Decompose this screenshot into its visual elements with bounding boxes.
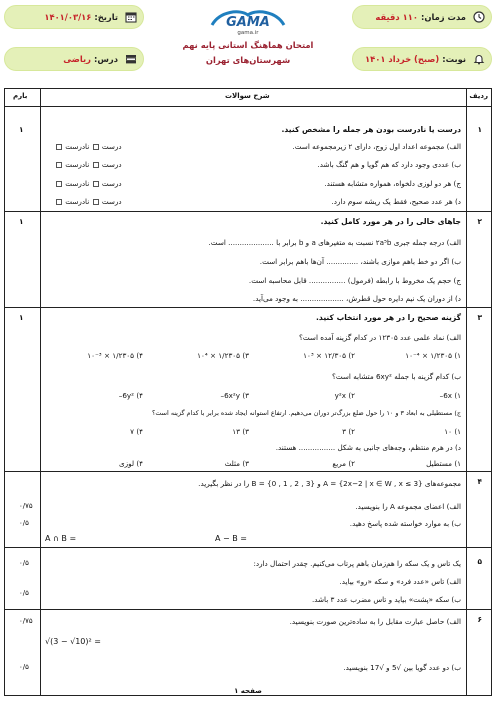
questions-table xyxy=(4,88,492,696)
q1-item-c: ج) هر دو لوزی دلخواه، همواره متشابه هستند. xyxy=(324,179,461,188)
q3-a-opt2[interactable]: ۲) ۱۲/۳۰۵ × ۱۰³ xyxy=(303,351,355,360)
q4-intro: مجموعه‌های A = {2x−2 | x ∈ W , x ≤ 3} و B = {0 , 1 , 2 , 3} را در نظر بگیرید. xyxy=(198,479,461,488)
q3-c-opt3[interactable]: ۳) ۱۳ xyxy=(232,427,249,436)
q6-number: ۶ xyxy=(477,615,482,624)
q3-a-opt4[interactable]: ۴) ۱/۲۳۰۵ × ۱۰⁻³ xyxy=(87,351,143,360)
q3-a-opt3[interactable]: ۳) ۱/۲۳۰۵ × ۱۰⁴ xyxy=(197,351,249,360)
row-divider xyxy=(5,471,491,472)
q1-choice-a[interactable] xyxy=(55,142,122,151)
true-checkbox[interactable] xyxy=(93,144,99,150)
q3-c-opt1[interactable]: ۱) ۱۰ xyxy=(444,427,461,436)
q3-c-question: ج) مستطیلی به ابعاد ۳ و ۱۰ را حول ضلع بزرگ‌تر دوران می‌دهیم. ارتفاع استوانه ایجاد شده برابر با کدام گزینه است؟ xyxy=(151,409,461,417)
exam-header xyxy=(4,3,492,77)
q3-d-opt3[interactable]: ۳) مثلث xyxy=(224,459,249,468)
q4-intersection: A ∩ B = xyxy=(45,534,77,543)
false-label: نادرست xyxy=(65,142,90,151)
exam-title: امتحان هماهنگ استانی پایه نهم xyxy=(182,40,314,50)
row-divider xyxy=(5,211,491,212)
clock-icon xyxy=(472,11,485,24)
q1-score: ۱ xyxy=(19,125,24,134)
q1-choice-b[interactable] xyxy=(55,160,122,169)
false-checkbox[interactable] xyxy=(56,162,62,168)
q5-score-a: ۰/۵ xyxy=(19,559,29,567)
date-box xyxy=(4,5,144,29)
books-icon xyxy=(124,53,137,66)
q3-d-question: د) در هرم منتظم، وجه‌های جانبی به شکل ................ هستند. xyxy=(275,443,461,452)
q4-a: الف) اعضای مجموعه A را بنویسید. xyxy=(355,502,461,511)
calendar-icon xyxy=(124,11,137,24)
page-number: صفحه ۱ xyxy=(234,687,262,695)
q3-c-opt2[interactable]: ۲) ۳ xyxy=(342,427,355,436)
true-label: درست xyxy=(101,179,122,188)
q1-item-b: ب) عددی وجود دارد که هم گویا و هم گنگ باشد. xyxy=(317,160,461,169)
q5-score-b: ۰/۵ xyxy=(19,589,29,597)
q5-number: ۵ xyxy=(477,557,482,566)
true-checkbox[interactable] xyxy=(93,199,99,205)
row-divider xyxy=(5,547,491,548)
date-value: ۱۴۰۱/۰۳/۱۶ xyxy=(44,12,92,22)
q1-choice-d[interactable] xyxy=(55,197,122,206)
q6-b: ب) دو عدد گویا بین √5 و √17 بنویسید. xyxy=(343,663,461,672)
q5-b: ب) سکه «پشت» بیاید و تاس مضرب عدد ۳ باشد. xyxy=(311,595,461,604)
true-checkbox[interactable] xyxy=(93,162,99,168)
svg-text:GAMA: GAMA xyxy=(226,15,270,30)
session-box xyxy=(352,47,492,71)
duration-value: ۱۱۰ دقیقه xyxy=(375,12,418,22)
false-label: نادرست xyxy=(65,197,90,206)
q6-a: الف) حاصل عبارت مقابل را به ساده‌ترین صورت بنویسید. xyxy=(289,617,461,626)
col-desc-header: شرح سوالات xyxy=(225,92,270,100)
q3-title: گزینه صحیح را در هر مورد انتخاب کنید. xyxy=(316,313,461,322)
date-label: تاریخ: xyxy=(94,12,118,22)
false-checkbox[interactable] xyxy=(56,199,62,205)
q1-number: ۱ xyxy=(477,125,482,134)
q1-item-a: الف) مجموعه اعداد اول زوج، دارای ۲ زیرمجموعه است. xyxy=(292,142,461,151)
q2-item-d: د) از دوران یک نیم دایره حول قطرش، ................... به وجود می‌آید. xyxy=(252,294,461,303)
subject-box xyxy=(4,47,144,71)
q3-d-opt4[interactable]: ۴) لوزی xyxy=(119,459,143,468)
q2-item-a: الف) درجه جمله جبری ۲a⁵b نسبت به متغیرهای a و b برابر با .................... است. xyxy=(208,238,461,247)
col-score-header: بارم xyxy=(13,92,28,100)
q3-a-question: الف) نماد علمی عدد ۱۲۳۰۵ در کدام گزینه آمده است؟ xyxy=(299,333,461,342)
q3-d-opt1[interactable]: ۱) مستطیل xyxy=(426,459,461,468)
q5-a: الف) تاس «عدد فرد» و سکه «رو» بیاید. xyxy=(339,577,461,586)
q3-a-opt1[interactable]: ۱) ۱/۲۳۰۵ × ۱۰⁻⁴ xyxy=(405,351,461,360)
q1-choice-c[interactable] xyxy=(55,179,122,188)
duration-label: مدت زمان: xyxy=(420,12,466,22)
header-center xyxy=(154,3,342,77)
q3-b-opt2[interactable]: ۲) y²x xyxy=(334,391,355,400)
q3-number: ۳ xyxy=(477,313,482,322)
subject-value: ریاضی xyxy=(63,54,91,64)
q5-intro: یک تاس و یک سکه را هم‌زمان باهم پرتاب می‌کنیم. چقدر احتمال دارد: xyxy=(253,559,461,568)
q3-b-question: ب) کدام گزینه با جمله 6xy² متشابه است؟ xyxy=(332,372,461,381)
q4-number: ۴ xyxy=(477,477,482,486)
q1-item-d: د) هر عدد صحیح، فقط یک ریشه سوم دارد. xyxy=(331,197,461,206)
q3-d-opt2[interactable]: ۲) مربع xyxy=(332,459,355,468)
row-divider xyxy=(5,609,491,610)
false-label: نادرست xyxy=(65,160,90,169)
exam-subtitle: شهرستان‌های تهران xyxy=(205,55,291,65)
session-value: (صبح) خرداد ۱۴۰۱ xyxy=(365,54,440,64)
col-row-header: ردیف xyxy=(469,92,488,100)
q4-score-a: ۰/۷۵ xyxy=(19,502,33,510)
false-checkbox[interactable] xyxy=(56,181,62,187)
false-checkbox[interactable] xyxy=(56,144,62,150)
subject-label: درس: xyxy=(93,54,118,64)
q2-score: ۱ xyxy=(19,217,24,226)
true-label: درست xyxy=(101,197,122,206)
row-divider xyxy=(5,307,491,308)
col-divider xyxy=(40,89,41,695)
col-divider xyxy=(466,89,467,695)
q2-title: جاهای خالی را در هر مورد کامل کنید. xyxy=(320,217,461,226)
q4-b: ب) به موارد خواسته شده پاسخ دهید. xyxy=(349,519,461,528)
q3-score: ۱ xyxy=(19,313,24,322)
true-label: درست xyxy=(101,142,122,151)
svg-text:gama.ir: gama.ir xyxy=(237,30,259,35)
false-label: نادرست xyxy=(65,179,90,188)
bell-icon xyxy=(472,53,485,66)
q4-score-b: ۰/۵ xyxy=(19,519,29,527)
q4-difference: A − B = xyxy=(215,534,247,543)
q6-score-a: ۰/۷۵ xyxy=(19,617,33,625)
duration-box xyxy=(352,5,492,29)
q3-b-opt3[interactable]: ۳) 6x²y– xyxy=(220,391,249,400)
q3-b-opt4[interactable]: ۴) 6y²– xyxy=(118,391,143,400)
q2-item-b: ب) اگر دو خط باهم موازی باشند، .............. آن‌ها باهم برابر است. xyxy=(259,257,461,266)
q6-score-b: ۰/۵ xyxy=(19,663,29,671)
q2-number: ۲ xyxy=(477,217,482,226)
q3-b-opt1[interactable]: ۱) 6x– xyxy=(439,391,461,400)
q2-item-c: ج) حجم یک مخروط با رابطه (فرمول) ................ قابل محاسبه است. xyxy=(248,276,461,285)
session-label: نوبت: xyxy=(442,54,466,64)
q3-c-opt4[interactable]: ۴) ۷ xyxy=(130,427,143,436)
q1-title: درست یا نادرست بودن هر جمله را مشخص کنید. xyxy=(281,125,461,134)
gama-logo xyxy=(210,7,286,35)
true-checkbox[interactable] xyxy=(93,181,99,187)
q6-expression: √(3 − √10)² = xyxy=(45,637,101,646)
true-label: درست xyxy=(101,160,122,169)
